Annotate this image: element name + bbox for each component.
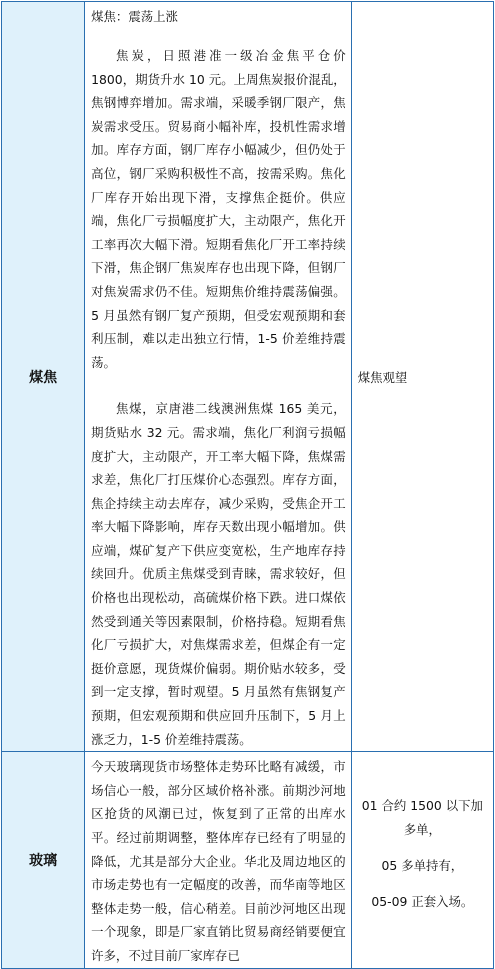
glass-view-line: 05-09 正套入场。 xyxy=(371,893,474,909)
glass-view xyxy=(351,752,493,968)
coke-paragraph: 焦炭，日照港准一级冶金焦平仓价 1800，期货升水 10 元。上周焦炭报价混乱，焦钢博弈增加。需求端，采暖季钢厂限产，焦炭需求受压。贸易商小幅补库，投机性需求增加。库存方面，钢厂库存小幅减少，但仍处于高位，钢厂采购积极性不高，按需采购。焦化厂库存开始出现下滑，支撑焦企挺价。供应端，焦化厂亏损幅度扩大，主动限产，焦化开工率再次大幅下滑。短期看焦化厂开工率持续下滑，焦企钢厂焦炭库存也出现下降，但钢厂对焦炭需求仍不佳。短期焦价维持震荡偏强。5 月虽然有钢厂复产预期，但受宏观预期和套利压制，难以走出独立行情，1-5 价差维持震荡。 xyxy=(91,48,346,370)
coal-view: 煤焦观望 xyxy=(351,2,493,752)
coal-analysis xyxy=(85,2,352,752)
coal-category: 煤焦 xyxy=(2,2,85,752)
glass-view-line: 01 合约 1500 以下加多单， xyxy=(361,797,483,837)
glass-row xyxy=(2,752,494,968)
coal-section-title: 煤焦：震荡上涨 xyxy=(91,9,178,24)
coking-coal-paragraph: 焦煤，京唐港二线澳洲焦煤 165 美元，期货贴水 32 元。需求端，焦化厂利润亏损幅度扩大，主动限产，开工率大幅下降，焦煤需求差，焦化厂打压煤价心态强烈。库存方面，焦企持续主动去库存，减少采购，受焦企开工率大幅下降影响，库存天数出现小幅增加。供应端，煤矿复产下供应变宽松，生产地库存持续回升。优质主焦煤受到青睐，需求较好，但价格也出现松动，高硫煤价格下跌。进口煤依然受到通关等因素限制，价格持稳。短期看焦化厂亏损扩大，对焦煤需求差，但煤企有一定挺价意愿，现货煤价偏弱。期价贴水较多，受到一定支撑，暂时观望。5 月虽然有焦钢复产预期，但宏观预期和供应回升压制下，5 月上涨乏力，1-5 价差维持震荡。 xyxy=(91,401,346,747)
research-table xyxy=(1,1,494,969)
glass-view-line: 05 多单持有， xyxy=(381,857,464,873)
glass-paragraph: 今天玻璃现货市场整体走势环比略有减缓，市场信心一般，部分区域价格补涨。前期沙河地区抢货的风潮已过，恢复到了正常的出库水平。经过前期调整，整体库存已经有了明显的降低，尤其是部分大企业。华北及周边地区的市场走势也有一定幅度的改善，而华南等地区整体走势一般，信心稍差。目前沙河地区出现一个现象，即是厂家直销比贸易商经销要便宜许多，不过目前厂家库存已 xyxy=(91,759,346,963)
glass-analysis xyxy=(85,752,352,968)
coal-row xyxy=(2,2,494,752)
glass-category: 玻璃 xyxy=(2,752,85,968)
